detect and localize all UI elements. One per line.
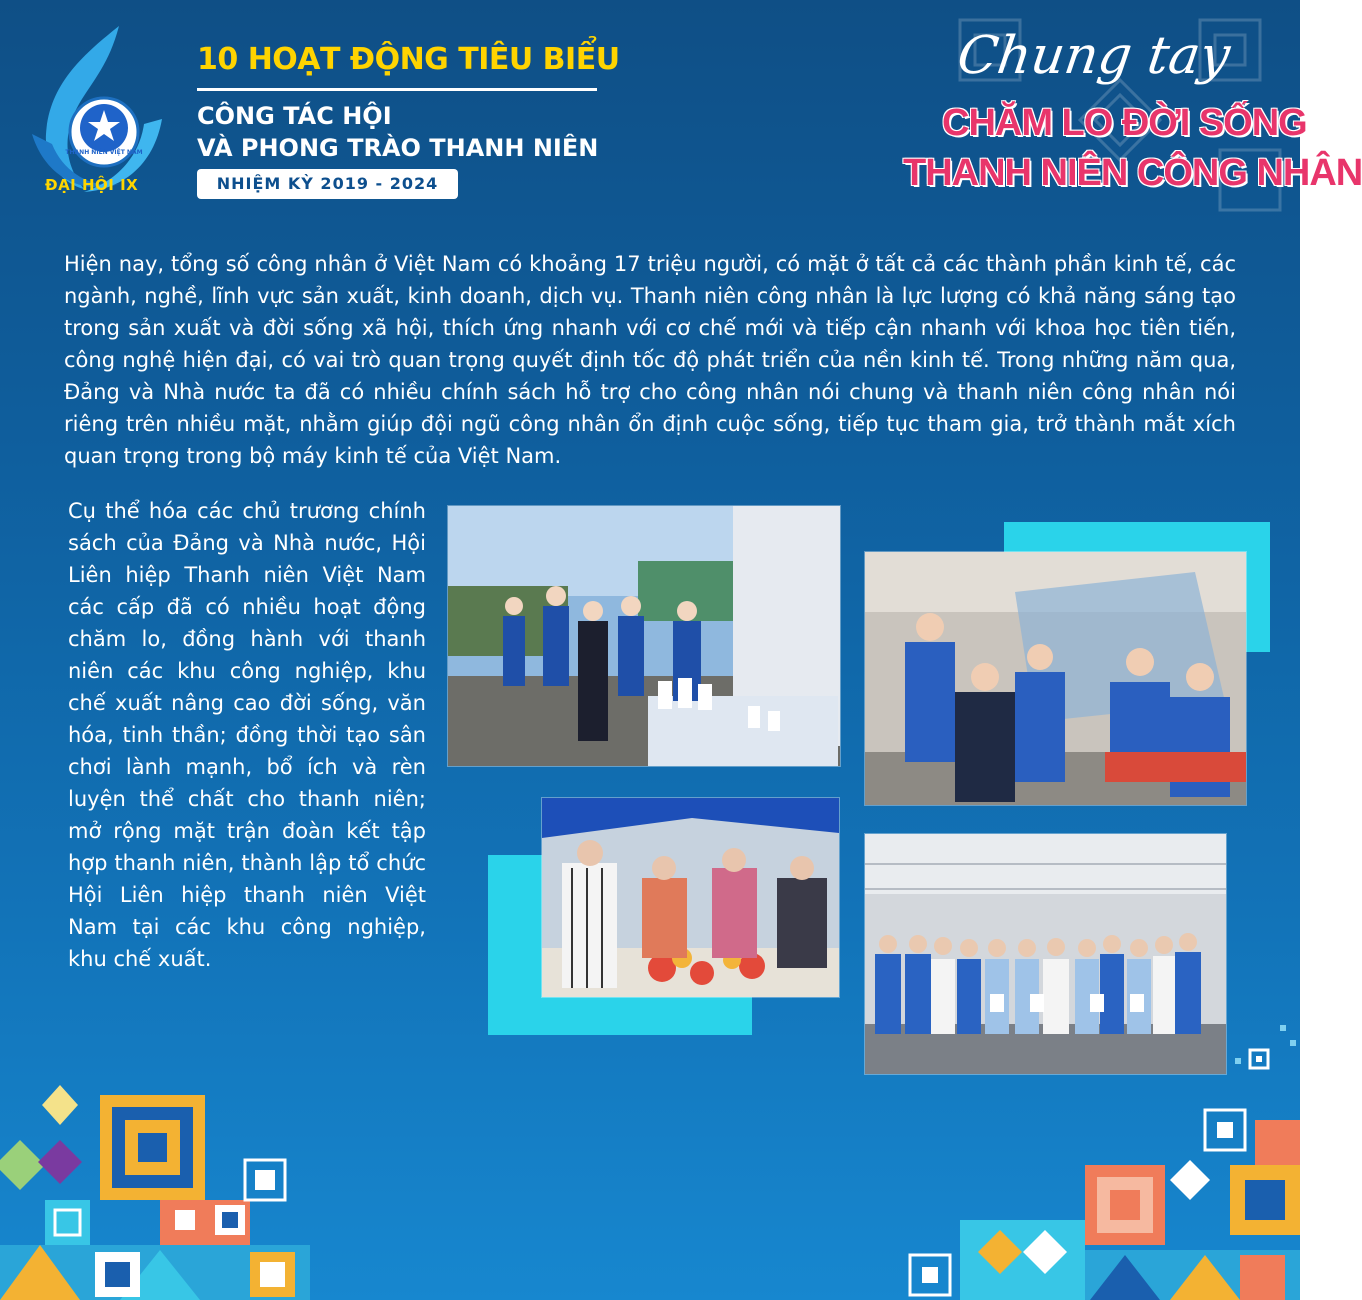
header-divider: [197, 88, 597, 91]
textile-motif-bottom-left-icon: [0, 1080, 310, 1300]
detail-paragraph: Cụ thể hóa các chủ trương chính sách của Đảng và Nhà nước, Hội Liên hiệp Thanh niên Việt Nam các cấp đã có nhiều hoạt động chăm lo, đồng hành với thanh niên các khu công nghiệp, khu chế xuất nâng cao đời sống, văn hóa, tinh thần; đồng thời tạo sân chơi lành mạnh, bổ ích và rèn luyện thể chất cho thanh niên; mở rộng mặt trận đoàn kết tập hợp thanh niên, thành lập tổ chức Hội Liên hiệp thanh niên Việt Nam tại các khu công nghiệp, khu chế xuất.: [68, 499, 426, 971]
photo-factory-group: [864, 833, 1227, 1075]
intro-paragraph: Hiện nay, tổng số công nhân ở Việt Nam có khoảng 17 triệu người, có mặt ở tất cả các thành phần kinh tế, các ngành, nghề, lĩnh vực sản xuất, kinh doanh, dịch vụ. Thanh niên công nhân là lực lượng có khả năng sáng tạo trong sản xuất và đời sống xã hội, thích ứng nhanh với cơ chế mới và tiếp cận nhanh với khoa học tiên tiến, công nghệ hiện đại, có vai trò quan trọng quyết định tốc độ phát triển của nền kinh tế. Trong những năm qua, Đảng và Nhà nước ta đã có nhiều chính sách hỗ trợ cho công nhân nói chung và thanh niên công nhân nói riêng trên nhiều mặt, nhằm giúp đội ngũ công nhân ổn định cuộc sống, tiếp tục tham gia, trở thành mắt xích quan trọng trong bộ máy kinh tế của Việt Nam.: [64, 252, 1236, 468]
campaign-slogan-line-2: THANH NIÊN CÔNG NHÂN: [903, 152, 1362, 194]
photo-dormitory-visit: [864, 551, 1247, 806]
subtitle-line-1: CÔNG TÁC HỘI: [197, 102, 392, 130]
textile-motif-bottom-right-icon: [900, 1100, 1300, 1300]
subtitle-line-2: VÀ PHONG TRÀO THANH NIÊN: [197, 134, 599, 162]
pixel-dots-icon: [1230, 1020, 1300, 1080]
headline: 10 HOẠT ĐỘNG TIÊU BIỂU: [197, 42, 620, 77]
photo-market-stall: [541, 797, 840, 998]
photo-outdoor-booth: [447, 505, 841, 767]
campaign-script: Chung tay: [953, 26, 1234, 86]
logo-caption: ĐẠI HỘI IX: [45, 176, 139, 194]
svg-text:THANH NIÊN VIỆT NAM: THANH NIÊN VIỆT NAM: [65, 149, 143, 156]
term-badge: NHIỆM KỲ 2019 - 2024: [197, 169, 458, 199]
campaign-slogan-line-1: CHĂM LO ĐỜI SỐNG: [942, 102, 1307, 144]
congress-logo-icon: [24, 24, 164, 199]
